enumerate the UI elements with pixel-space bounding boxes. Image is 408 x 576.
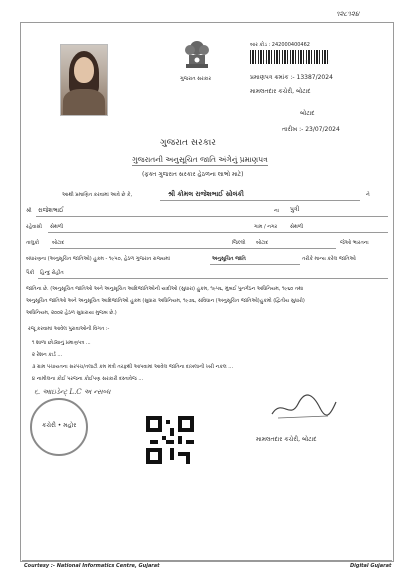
issuing-office: મામલતદાર કચેરી, બોટાદ (250, 88, 311, 95)
constitution-text: બંધારણના (અનુસૂચિત જાતિઓ) હુકમ - ૧૯૫૦, હેઠળ ગુજરાત રાજ્યમાં (26, 256, 170, 262)
religion-prefix: પૈકી (26, 270, 35, 276)
constitution-tail: તરીકે માન્ય કરેલ જાતિઓ (302, 256, 356, 262)
applicant-photo (60, 44, 108, 116)
certificate-subtitle: (ફક્ત ગુજરાત સરકાર હેઠળના લાભો માટે) (142, 171, 244, 178)
village-label: ગામ / નગર (254, 224, 278, 230)
stamp-label: કચેરી • મહોર (42, 422, 77, 429)
certificate-title: ગુજરાતની અનુસૂચિત જાતિ અંગેનું પ્રમાણપત્ર (132, 155, 268, 164)
evidence-item: ૩ ગ્રામ પંચાયતના સરપંચ/તલાટી કમ મંત્રી તરફથી આપવામાં આવેલ જાતિના દાખલાની ખરી નકલ ... (32, 364, 234, 370)
certificate-number: પ્રમાણપત્ર ક્રમાંક :- 13387/2024 (250, 74, 333, 81)
legal-text-line1: જાતિના છે. (અનુસૂચિત જાતિઓ અને અનુસૂચિત આદિજાતિઓની યાદીઓ (સુધારા) હુકમ, ૧૯૫૬, મુંબઈ પુનર્ગઠન અધિનિયમ, ૧૯૬૦ તથા (26, 286, 304, 292)
emblem-caption: ગુજરાત સરકાર (180, 76, 212, 82)
evidence-item: ૨ રેશન કાર્ડ ... (32, 352, 63, 358)
applicant-name: શ્રી કોમલ રાજેશભાઈ સોલંકી (168, 190, 244, 198)
relation-label: ના (274, 208, 279, 214)
taluka-value: બોટાદ (52, 240, 65, 246)
evidence-heading: રજૂ કરવામાં આવેલ પુરાવાઓની વિગત :- (28, 326, 110, 332)
signing-office: મામલતદાર કચેરી, બોટાદ (256, 436, 317, 443)
caste-status: અનુસૂચિત જાતિ (212, 256, 246, 262)
father-name: રાજેશભાઈ (38, 207, 64, 214)
barcode-label: બાર કોડ : 242000400462 (250, 42, 310, 48)
resident-label: રહેવાસી (26, 224, 42, 230)
qr-code (146, 416, 194, 464)
footer-brand: Digital Gujarat (350, 563, 392, 569)
resident-village: સેથળી (50, 224, 64, 230)
certify-suffix: ને (366, 192, 370, 198)
top-handwritten-mark: ૧૨૮૧૨૪ (336, 10, 360, 18)
state-tail: જેઓ ભારતના (340, 240, 369, 246)
certify-prefix: આથી પ્રમાણિત કરવામાં આવે છે કે, (62, 192, 133, 198)
legal-text-line2: અનુસૂચિત જાતિઓ અને અનુસૂચિત આદિજાતિઓ હુકમ (સુધારા અધિનિયમ, ૧૯૭૬, સંવિધાન (અનુસૂચિત જાતિઓ)હુકમો (દ્વિતીય સુધારો) (26, 298, 305, 304)
taluka-label: તાલુકો (26, 240, 40, 246)
officer-signature (268, 392, 338, 422)
govt-heading: ગુજરાત સરકાર (160, 138, 216, 148)
footer-divider (22, 560, 392, 561)
place: બોટાદ (300, 110, 315, 117)
evidence-item: ૪ નામીલના કોઈ પરજના કોઈપણ સરકારી દસ્તાવેજ ... (32, 376, 144, 382)
evidence-item: ૧ શાળા છોડ્યાનું પ્રમાણપત્ર ... (32, 340, 91, 346)
handwritten-evidence-note: ૬. આઇડેન્ટ્ L.C અ ન્સબ્ધ (34, 388, 111, 396)
barcode (250, 50, 330, 64)
footer-courtesy: Courtesy :- National Informatics Centre, Gujarat (24, 563, 160, 569)
issue-date: તારીખ :- 23/07/2024 (282, 126, 340, 133)
village-value: સેથળી (290, 224, 304, 230)
district-value: બોટાદ (256, 240, 269, 246)
district-label: જિલ્લો (232, 240, 246, 246)
legal-text-line3: અધિનિયમ, ૨૦૦૨ હેઠળ સુધારાયા મુજબ છે.) (26, 310, 117, 316)
relation: પુત્રી (290, 206, 300, 213)
father-prefix: શ્રી (26, 208, 32, 214)
religion-value: હિન્દુ રોહીત (40, 270, 64, 276)
national-emblem-icon (180, 34, 214, 74)
